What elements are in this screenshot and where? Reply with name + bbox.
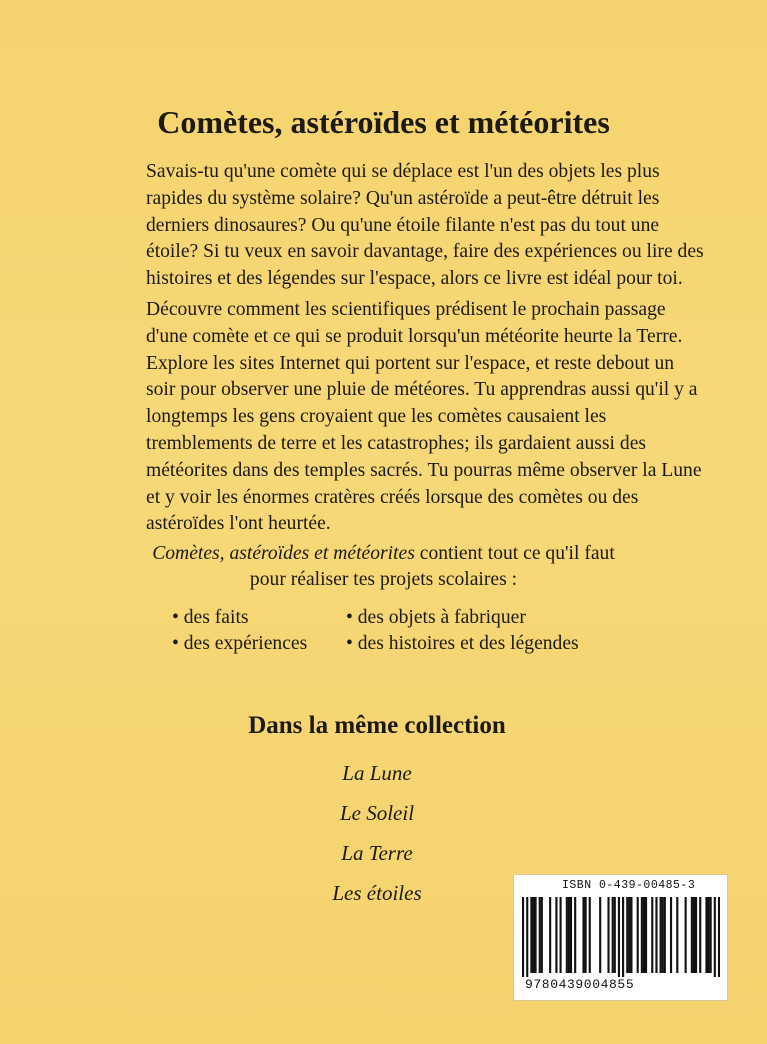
barcode-bar: [614, 897, 616, 973]
feature-item: • des expériences: [172, 633, 308, 654]
collection-title: Les étoiles: [332, 881, 422, 905]
barcode-bar: [691, 897, 693, 973]
barcode-bar: [607, 897, 609, 973]
barcode-bar: [539, 897, 541, 973]
barcode-bar: [710, 897, 712, 973]
barcode-bar: [655, 897, 657, 973]
barcode-bar: [695, 897, 697, 973]
barcode-bar: [589, 897, 591, 973]
barcode-bar: [570, 897, 572, 973]
barcode-bar: [641, 897, 643, 973]
barcode-bar: [637, 897, 639, 973]
promo-book-title: Comètes, astéroïdes et météorites: [152, 543, 415, 564]
barcode-bar: [532, 897, 534, 973]
barcode-bar: [560, 897, 562, 973]
description-paragraph: Découvre comment les scientifiques prédisent le prochain passage d'une comète et ce qui se produit lorsqu'un météorite heurte la Terre. Explore les sites Internet qui portent sur l'espace, et reste debout un soir pour observer une pluie de météores. Tu apprendras aussi qu'il y a longtemps les gens croyaient que les comètes causaient les tremblements de terre et les catastrophes; ils gardaient aussi des météorites dans des temples sacrés. Tu pourras même observer la Lune et y voir les énormes cratères créés lorsque des comètes ou des astéroïdes l'ont heurtée.: [146, 299, 702, 535]
barcode-bar: [628, 897, 630, 973]
barcode-bar: [574, 897, 576, 973]
intro-paragraph: Savais-tu qu'une comète qui se déplace est l'un des objets les plus rapides du système solaire? Qu'un astéroïde a peut-être détruit les derniers dinosaures? Ou qu'une étoile filante n'est pas du tout une étoile? Si tu veux en savoir davantage, faire des expériences ou lire des histoires et des légendes sur l'espace, alors ce livre est idéal pour toi.: [146, 161, 704, 290]
barcode-bar: [670, 897, 672, 973]
barcode-bar: [566, 897, 568, 973]
barcode-bar: [660, 897, 662, 973]
collection-title: La Lune: [342, 761, 412, 785]
barcode-bar: [622, 897, 624, 977]
promo-line-1: contient tout ce qu'il faut: [414, 543, 615, 564]
barcode-bar: [699, 897, 701, 973]
ean-number: 9780439004855: [525, 977, 635, 992]
barcode-bar: [705, 897, 707, 973]
barcode-bar: [582, 897, 584, 973]
barcode-bars: [522, 897, 720, 977]
barcode-bar: [535, 897, 537, 973]
barcode-bar: [643, 897, 645, 973]
barcode-bar: [549, 897, 551, 973]
barcode-bar: [612, 897, 614, 973]
barcode-bar: [718, 897, 720, 977]
barcode-bar: [626, 897, 628, 973]
barcode-bar: [714, 897, 716, 977]
collection-title: Le Soleil: [339, 801, 415, 825]
collection-title: La Terre: [341, 841, 413, 865]
promo-text: [60, 541, 707, 593]
barcode-bar: [707, 897, 709, 973]
barcode-bar: [618, 897, 620, 977]
barcode-bar: [651, 897, 653, 973]
barcode-bar: [630, 897, 632, 973]
barcode-bar: [522, 897, 524, 977]
barcode-bar: [568, 897, 570, 973]
barcode-bar: [599, 897, 601, 973]
barcode-bar: [693, 897, 695, 973]
isbn-label: ISBN 0-439-00485-3: [562, 879, 696, 892]
feature-item: • des objets à fabriquer: [346, 607, 526, 628]
barcode-bar: [662, 897, 664, 973]
book-title: Comètes, astéroïdes et météorites: [157, 104, 610, 140]
feature-item: • des histoires et des légendes: [346, 633, 579, 654]
barcode-bar: [645, 897, 647, 973]
barcode-panel: [513, 874, 728, 1001]
collection-heading: Dans la même collection: [248, 712, 506, 739]
barcode-bar: [526, 897, 528, 977]
barcode-bar: [541, 897, 543, 973]
barcode-bar: [676, 897, 678, 973]
barcode-bar: [664, 897, 666, 973]
promo-line-2: pour réaliser tes projets scolaires :: [249, 569, 518, 590]
barcode-bar: [555, 897, 557, 973]
feature-item: • des faits: [172, 607, 249, 628]
barcode-bar: [685, 897, 687, 973]
barcode-bar: [530, 897, 532, 973]
barcode-bar: [585, 897, 587, 973]
